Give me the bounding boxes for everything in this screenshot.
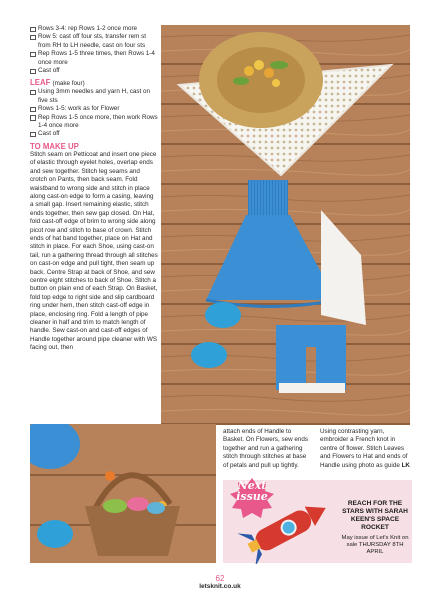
make-up-continued: attach ends of Handle to Basket. On Flowers, sew ends together and run a gathering stitch through stitches at base of petals and pull up tightly. (223, 428, 309, 469)
designer-signoff: LK (401, 461, 410, 469)
final-text: Using contrasting yarn, embroider a French knot in centre of flower. Stitch Leaves and Flowers to Hat and ends of Handle using photo as guide (320, 428, 408, 469)
checklist-item: Row 5: cast off four sts, transfer rem st from RH to LH needle, cast on four sts (30, 33, 158, 50)
next-issue-box[interactable] (223, 480, 412, 563)
checklist-item: Using 3mm needles and yarn H, cast on five sts (30, 88, 158, 105)
make-up-text: Stitch seam on Petticoat and insert one piece of elastic through eyelet holes, overlap ends and sew together. Stitch leg seams and crotch on Pants, then back seam. Fold waistband to wrong side and stitch in place along cast-on edge to form a casing, leaving a small gap. Insert remaining elastic, stitch ends together, then sew gap closed. On Hat, fold cast-off edge of brim to wrong side along picot row and stitch to base of crown. Stitch ends of hat band together, place on Hat and stitch in place. For each Shoe, using cast-on tail, run a gathering thread through all stitches on cast-on edge and pull tight, then seam up back. Centre Strap at back of Shoe, and sew centre eight stitches to back of Shoe. Stitch a button on plain end of each Strap. On Basket, fold top edge to right side and slip cardboard ring under hem, then stitch cast-off edge in place, enclosing ring. Fold a length of pipe cleaner in half and trim to match length of handle. Sew cast-on and cast-off edges of Handle together around pipe cleaner with WS facing out, then (30, 150, 158, 352)
checkbox[interactable] (30, 35, 36, 41)
checkbox[interactable] (30, 132, 36, 138)
rocket-toy-icon (231, 484, 341, 564)
checklist-item: Rows 1-5: work as for Flower (30, 105, 158, 113)
pattern-column (30, 25, 158, 353)
make-up-heading: TO MAKE UP (30, 141, 79, 151)
next-issue-headline: REACH FOR THE STARS WITH SARAH KEEN'S SPACE ROCKET (342, 500, 408, 531)
checklist-item: Cast off (30, 130, 158, 138)
checklist-item: Rep Rows 1-5 three times, then Rows 1-4 once more (30, 50, 158, 67)
next-issue-info (341, 500, 409, 556)
basket-photo (30, 424, 216, 563)
checkbox[interactable] (30, 107, 36, 113)
page-footer (0, 574, 440, 591)
checkbox[interactable] (30, 69, 36, 75)
knitted-outfit-photo (161, 25, 410, 425)
make-up-final (320, 428, 412, 470)
website-link[interactable]: letsknit.co.uk (199, 583, 241, 590)
checkbox[interactable] (30, 115, 36, 121)
leaf-heading: LEAF (make four) (30, 78, 85, 88)
checklist-item: Rep Rows 1-5 once more, then work Rows 1-4 once more (30, 114, 158, 131)
basket-illustration (30, 424, 216, 563)
next-issue-subline: May issue of Let's Knit on sale THURSDAY 8TH APRIL (341, 535, 409, 555)
checkbox[interactable] (30, 90, 36, 96)
checklist-item: Rows 3-4: rep Rows 1-2 once more (30, 25, 158, 33)
checkbox[interactable] (30, 52, 36, 58)
outfit-illustration (161, 25, 410, 425)
checkbox[interactable] (30, 27, 36, 33)
page-number: 62 (215, 574, 225, 583)
checklist-item: Cast off (30, 67, 158, 75)
next-issue-label: Next issue (236, 479, 268, 503)
